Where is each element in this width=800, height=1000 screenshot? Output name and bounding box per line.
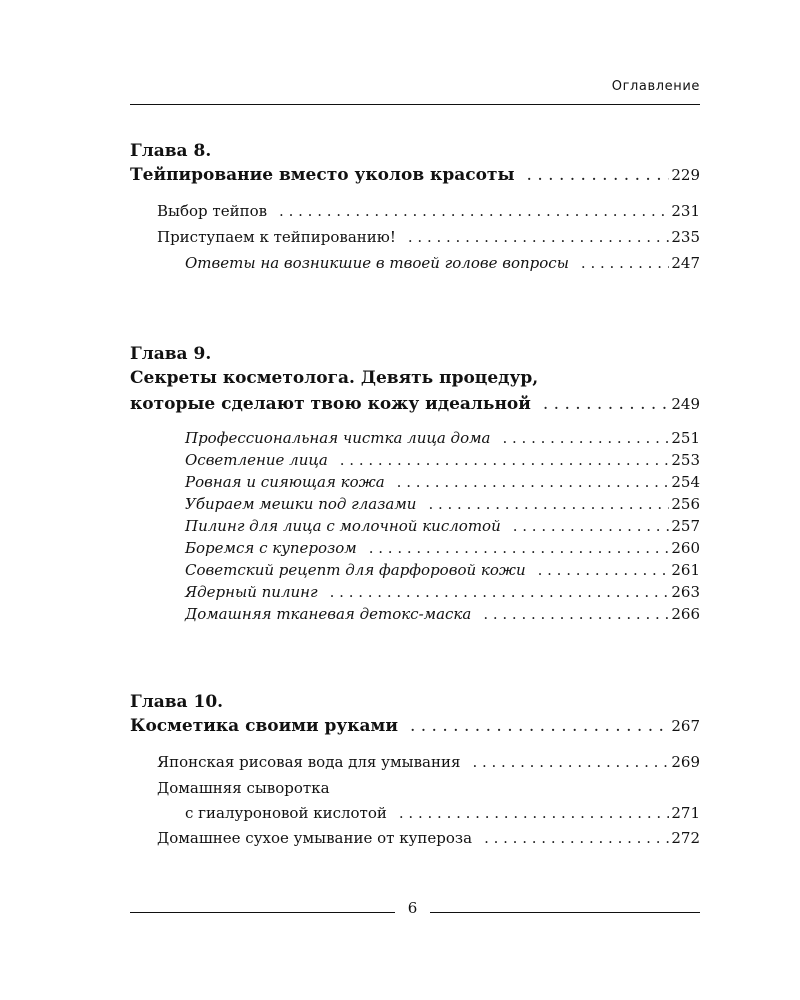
entry-title: Ровная и сияющая кожа [185,473,385,491]
toc-entry-subsection[interactable] [185,559,700,581]
entry-title: Тейпирование вместо уколов красоты [130,165,515,185]
entry-title: Осветление лица [185,451,328,469]
toc-entry-title-line: Домашняя сыворотка [157,779,330,797]
toc-entry-section[interactable] [185,801,700,825]
entry-page: 231 [671,202,700,220]
dot-leader [399,801,669,825]
entry-page: 251 [671,429,700,447]
dot-leader [472,749,669,775]
toc-entry-section[interactable] [157,224,700,250]
toc-entry-subsection[interactable] [185,537,700,559]
entry-page: 269 [671,753,700,771]
entry-title: Пилинг для лица с молочной кислотой [185,517,501,535]
dot-leader [483,603,669,625]
entry-page: 249 [671,395,700,413]
toc-entry-chapter[interactable] [130,162,700,188]
entry-title: Косметика своими руками [130,716,398,736]
footer-rule-right [430,912,700,913]
dot-leader [408,224,669,250]
entry-page: 261 [671,561,700,579]
toc-entry-subsection[interactable] [185,427,700,449]
entry-page: 247 [671,254,700,272]
page-number: 6 [407,899,418,917]
entry-page: 254 [671,473,700,491]
toc-entry-subsection[interactable] [185,471,700,493]
entry-title: Ядерный пилинг [185,583,318,601]
entry-page: 267 [671,717,700,735]
entry-page: 229 [671,166,700,184]
entry-page: 260 [671,539,700,557]
dot-leader [428,493,669,515]
entry-page: 266 [671,605,700,623]
toc-entry-subsection[interactable] [185,449,700,471]
toc-entry-subsection[interactable] [185,515,700,537]
running-header: Оглавление [611,79,700,94]
dot-leader [538,559,670,581]
entry-title: которые сделают твою кожу идеальной [130,394,531,414]
dot-leader [513,515,670,537]
dot-leader [340,449,670,471]
dot-leader [527,162,670,188]
toc-entry-chapter[interactable] [130,391,700,417]
dot-leader [410,713,669,739]
entry-title: Приступаем к тейпированию! [157,228,396,246]
entry-page: 257 [671,517,700,535]
dot-leader [369,537,670,559]
entry-title: Профессиональная чистка лица дома [185,429,491,447]
chapter-number: Глава 9. [130,344,212,364]
chapter-number: Глава 10. [130,692,224,712]
entry-title: Боремся с куперозом [185,539,357,557]
chapter-10 [130,691,700,851]
dot-leader [484,825,669,851]
dot-leader [502,427,669,449]
toc-entry-section[interactable] [157,749,700,775]
entry-title: Домашнее сухое умывание от купероза [157,829,473,847]
header-rule [130,104,700,105]
toc-entry-subsection[interactable] [185,581,700,603]
entry-page: 263 [671,583,700,601]
entry-page: 256 [671,495,700,513]
chapter-number: Глава 8. [130,141,212,161]
dot-leader [543,391,670,417]
toc-entry-subsection[interactable] [185,603,700,625]
entry-title: Домашняя тканевая детокс-маска [185,605,472,623]
entry-page: 253 [671,451,700,469]
entry-page: 235 [671,228,700,246]
toc-entry-section[interactable] [157,825,700,851]
dot-leader [397,471,670,493]
entry-title: Убираем мешки под глазами [185,495,417,513]
entry-title: Советский рецепт для фарфоровой кожи [185,561,526,579]
toc-entry-chapter[interactable] [130,713,700,739]
entry-title: Ответы на возникшие в твоей голове вопросы [185,254,569,272]
dot-leader [581,250,669,276]
chapter-8 [130,140,700,276]
dot-leader [279,198,669,224]
toc-entry-subsection[interactable] [185,493,700,515]
toc-entry-section[interactable] [157,198,700,224]
chapter-9 [130,343,700,625]
entry-title: Японская рисовая вода для умывания [157,753,461,771]
entry-page: 272 [671,829,700,847]
footer-rule-left [130,912,395,913]
entry-page: 271 [671,804,700,822]
entry-title: с гиалуроновой кислотой [185,804,387,822]
toc-entry-subsection[interactable] [185,250,700,276]
entry-title: Выбор тейпов [157,202,268,220]
dot-leader [330,581,670,603]
chapter-title-line: Секреты косметолога. Девять процедур, [130,368,539,388]
